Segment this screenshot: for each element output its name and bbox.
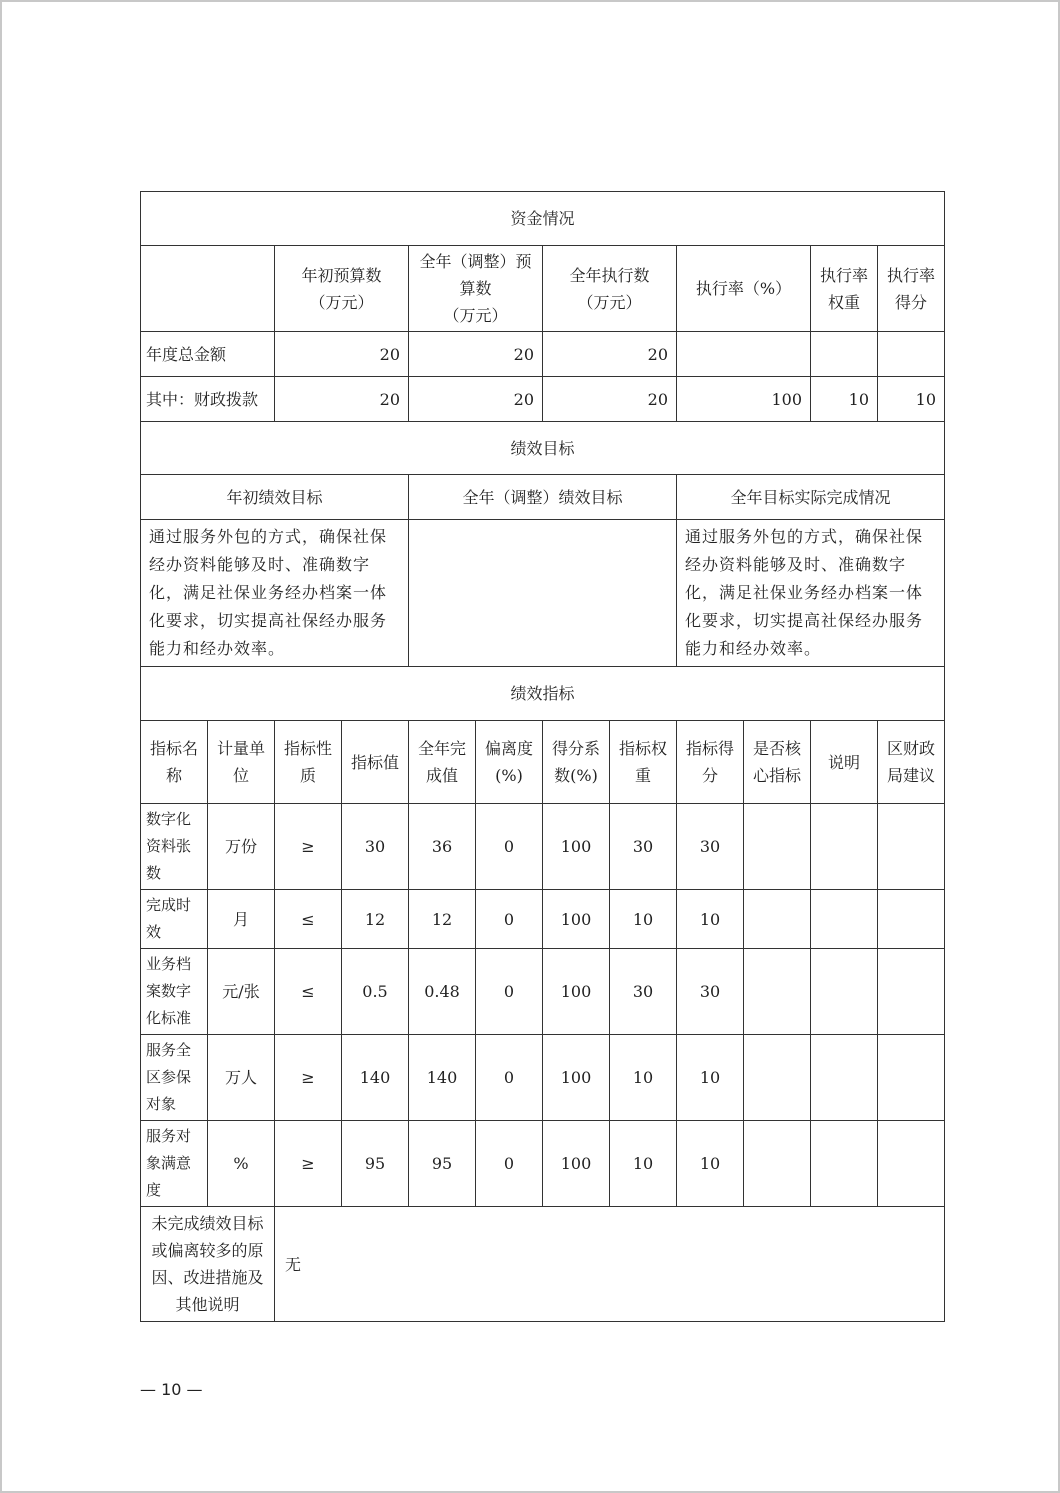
header-exec-rate-weight: 执行率权重 xyxy=(811,246,878,332)
indicator-row xyxy=(141,949,945,1035)
indicator-core xyxy=(744,804,811,890)
ind-header-name: 指标名称 xyxy=(141,721,208,804)
indicator-advice xyxy=(878,1035,945,1121)
funding-initial: 20 xyxy=(275,377,409,422)
ind-header-score: 指标得分 xyxy=(677,721,744,804)
ind-header-core: 是否核心指标 xyxy=(744,721,811,804)
indicator-nature: ≤ xyxy=(275,949,342,1035)
funding-adjusted: 20 xyxy=(409,332,543,377)
funding-initial: 20 xyxy=(275,332,409,377)
indicator-weight: 10 xyxy=(610,890,677,949)
indicator-completed: 140 xyxy=(409,1035,476,1121)
indicator-score: 10 xyxy=(677,890,744,949)
indicators-header-row xyxy=(141,721,945,804)
funding-row-fiscal xyxy=(141,377,945,422)
goals-section-title: 绩效目标 xyxy=(141,422,945,475)
goals-adjusted-text xyxy=(409,520,677,667)
header-executed: 全年执行数 （万元） xyxy=(543,246,677,332)
indicator-weight: 30 xyxy=(610,949,677,1035)
indicator-coef: 100 xyxy=(543,1035,610,1121)
indicator-name: 服务全区参保对象 xyxy=(141,1035,208,1121)
indicator-completed: 95 xyxy=(409,1121,476,1207)
funding-score xyxy=(878,332,945,377)
indicator-coef: 100 xyxy=(543,949,610,1035)
ind-header-note: 说明 xyxy=(811,721,878,804)
header-exec-rate: 执行率（%） xyxy=(677,246,811,332)
goals-content-row xyxy=(141,520,945,667)
funding-score: 10 xyxy=(878,377,945,422)
funding-rate: 100 xyxy=(677,377,811,422)
indicator-coef: 100 xyxy=(543,804,610,890)
indicator-advice xyxy=(878,1121,945,1207)
indicator-score: 10 xyxy=(677,1035,744,1121)
header-initial-budget: 年初预算数 （万元） xyxy=(275,246,409,332)
indicator-deviation: 0 xyxy=(476,1121,543,1207)
indicator-value: 30 xyxy=(342,804,409,890)
funding-section-title: 资金情况 xyxy=(141,192,945,246)
indicator-name: 数字化资料张数 xyxy=(141,804,208,890)
indicator-nature: ≥ xyxy=(275,1035,342,1121)
funding-row-label: 年度总金额 xyxy=(141,332,275,377)
indicator-row xyxy=(141,1035,945,1121)
indicator-advice xyxy=(878,890,945,949)
funding-header-blank xyxy=(141,246,275,332)
ind-header-unit: 计量单位 xyxy=(208,721,275,804)
indicator-name: 业务档案数字化标准 xyxy=(141,949,208,1035)
remarks-row xyxy=(141,1207,945,1322)
goals-header-actual: 全年目标实际完成情况 xyxy=(677,475,945,520)
indicator-weight: 10 xyxy=(610,1121,677,1207)
indicator-name: 服务对象满意度 xyxy=(141,1121,208,1207)
funding-executed: 20 xyxy=(543,332,677,377)
indicator-note xyxy=(811,949,878,1035)
remarks-value: 无 xyxy=(275,1207,945,1322)
indicators-section-title: 绩效指标 xyxy=(141,667,945,721)
indicator-note xyxy=(811,890,878,949)
indicator-core xyxy=(744,1121,811,1207)
funding-weight xyxy=(811,332,878,377)
indicator-unit: 月 xyxy=(208,890,275,949)
indicator-unit: % xyxy=(208,1121,275,1207)
indicator-nature: ≥ xyxy=(275,804,342,890)
indicator-completed: 36 xyxy=(409,804,476,890)
indicator-core xyxy=(744,949,811,1035)
indicator-value: 0.5 xyxy=(342,949,409,1035)
goals-initial-text: 通过服务外包的方式，确保社保经办资料能够及时、准确数字化，满足社保业务经办档案一体化要求，切实提高社保经办服务能力和经办效率。 xyxy=(141,520,409,667)
indicator-unit: 元/张 xyxy=(208,949,275,1035)
indicator-unit: 万人 xyxy=(208,1035,275,1121)
indicator-value: 95 xyxy=(342,1121,409,1207)
indicator-deviation: 0 xyxy=(476,949,543,1035)
indicator-score: 10 xyxy=(677,1121,744,1207)
indicator-coef: 100 xyxy=(543,890,610,949)
indicator-unit: 万份 xyxy=(208,804,275,890)
remarks-label: 未完成绩效目标或偏离较多的原因、改进措施及其他说明 xyxy=(141,1207,275,1322)
ind-header-nature: 指标性质 xyxy=(275,721,342,804)
funding-header-row xyxy=(141,246,945,332)
funding-rate xyxy=(677,332,811,377)
indicator-nature: ≥ xyxy=(275,1121,342,1207)
indicator-deviation: 0 xyxy=(476,1035,543,1121)
indicator-deviation: 0 xyxy=(476,890,543,949)
ind-header-advice: 区财政局建议 xyxy=(878,721,945,804)
indicator-weight: 10 xyxy=(610,1035,677,1121)
funding-row-total xyxy=(141,332,945,377)
indicator-core xyxy=(744,890,811,949)
funding-executed: 20 xyxy=(543,377,677,422)
ind-header-completed: 全年完成值 xyxy=(409,721,476,804)
goals-header-row xyxy=(141,475,945,520)
indicator-note xyxy=(811,1035,878,1121)
indicator-advice xyxy=(878,949,945,1035)
indicator-completed: 12 xyxy=(409,890,476,949)
indicator-advice xyxy=(878,804,945,890)
indicator-row xyxy=(141,804,945,890)
indicator-row xyxy=(141,890,945,949)
indicator-value: 140 xyxy=(342,1035,409,1121)
header-exec-rate-score: 执行率得分 xyxy=(878,246,945,332)
indicator-weight: 30 xyxy=(610,804,677,890)
indicator-nature: ≤ xyxy=(275,890,342,949)
indicator-deviation: 0 xyxy=(476,804,543,890)
indicator-score: 30 xyxy=(677,804,744,890)
indicator-coef: 100 xyxy=(543,1121,610,1207)
funding-weight: 10 xyxy=(811,377,878,422)
indicator-completed: 0.48 xyxy=(409,949,476,1035)
page-number: — 10 — xyxy=(140,1380,203,1399)
indicator-row xyxy=(141,1121,945,1207)
indicator-note xyxy=(811,1121,878,1207)
ind-header-coef: 得分系数(%) xyxy=(543,721,610,804)
goals-header-initial: 年初绩效目标 xyxy=(141,475,409,520)
ind-header-value: 指标值 xyxy=(342,721,409,804)
goals-actual-text: 通过服务外包的方式，确保社保经办资料能够及时、准确数字化，满足社保业务经办档案一体化要求，切实提高社保经办服务能力和经办效率。 xyxy=(677,520,945,667)
header-adjusted-budget: 全年（调整）预算数 （万元） xyxy=(409,246,543,332)
ind-header-deviation: 偏离度(%) xyxy=(476,721,543,804)
ind-header-weight: 指标权重 xyxy=(610,721,677,804)
indicator-name: 完成时效 xyxy=(141,890,208,949)
goals-header-adjusted: 全年（调整）绩效目标 xyxy=(409,475,677,520)
indicator-note xyxy=(811,804,878,890)
indicator-score: 30 xyxy=(677,949,744,1035)
funding-adjusted: 20 xyxy=(409,377,543,422)
performance-table xyxy=(140,191,945,1322)
indicator-core xyxy=(744,1035,811,1121)
indicator-value: 12 xyxy=(342,890,409,949)
funding-row-label: 其中：财政拨款 xyxy=(141,377,275,422)
